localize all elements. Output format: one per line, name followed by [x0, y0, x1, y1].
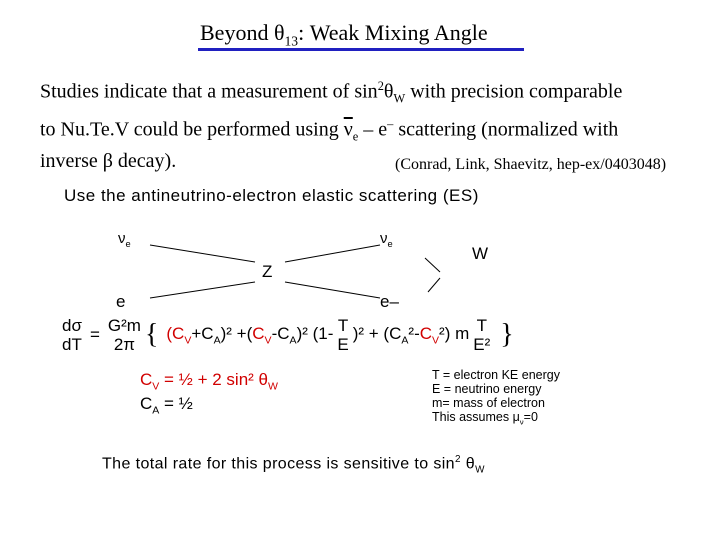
term-text: ²- [408, 323, 420, 343]
electron-in-label: e [116, 292, 126, 311]
w-line-lower [428, 278, 440, 292]
cv-subscript: V [152, 380, 160, 393]
lhs-fraction [62, 316, 82, 354]
term-text: )² (1- [296, 323, 334, 343]
lhs-denominator: dT [62, 335, 82, 354]
note-sup: 2 [455, 454, 461, 465]
intro-text: Studies indicate that a measurement of sin [40, 80, 378, 103]
ca-subscript: A [152, 404, 160, 417]
prefactor-numerator: G²m [107, 316, 141, 335]
close-brace: } [500, 319, 514, 350]
intro-sup: – [387, 116, 394, 131]
ca-subscript: A [289, 334, 297, 347]
electron-out-label: e– [380, 292, 399, 311]
w-line-upper [425, 258, 440, 272]
intro-text: scattering (normalized with [393, 118, 619, 141]
fraction-denominator: E² [473, 335, 491, 354]
theta-subscript: W [268, 380, 278, 393]
z-line-lower-left [150, 282, 255, 298]
z-line-upper-left [150, 245, 255, 262]
nu-e-in-label [118, 230, 131, 249]
term-text: )² +( [220, 323, 253, 343]
nu-e-out-label [380, 230, 393, 249]
z-boson-label: Z [262, 262, 273, 281]
cv-symbol: C [252, 323, 265, 343]
intro-sub: e [352, 129, 359, 144]
ca-subscript: A [401, 334, 409, 347]
ca-symbol: C [140, 394, 153, 413]
total-rate-note [102, 454, 485, 476]
intro-line-3: inverse β decay). [40, 150, 177, 173]
assumption-value: =0 [523, 410, 538, 424]
cv-equation: = ½ + 2 sin² θ [159, 370, 268, 389]
theta-symbol: θ [383, 80, 394, 103]
assumption-text: This assumes μ [432, 410, 520, 424]
title-suffix: : Weak Mixing Angle [298, 20, 488, 45]
title-text: Beyond θ [200, 20, 285, 45]
intro-text: – e [358, 118, 388, 141]
fraction-numerator: T [337, 316, 349, 335]
fraction-numerator: T [476, 316, 487, 335]
w-boson-label: W [472, 244, 489, 263]
cv-subscript: V [184, 334, 192, 347]
fraction-denominator: E [337, 335, 349, 354]
prefactor-fraction [108, 316, 141, 354]
intro-sup: 2 [377, 79, 384, 93]
term-1 [166, 324, 252, 346]
cv-subscript: V [432, 334, 440, 347]
term-3 [353, 324, 470, 346]
nu-symbol: ν [118, 230, 126, 247]
open-brace: { [144, 319, 159, 350]
note-sub: W [475, 464, 485, 476]
nu-symbol: ν [380, 230, 388, 247]
z-line-lower-right [285, 282, 380, 298]
cv-symbol: C [419, 323, 433, 343]
ca-symbol: -C [271, 323, 290, 343]
term-text: )² + (C [352, 323, 402, 343]
intro-text: to Nu.Te.V could be performed using [40, 118, 344, 141]
def-e: E = neutrino energy [432, 382, 542, 396]
nu-subscript: e [387, 239, 393, 249]
title-subscript: 13 [284, 33, 299, 49]
cv-symbol: C [140, 370, 153, 389]
ca-definition [140, 394, 193, 416]
def-t: T = electron KE energy [432, 368, 560, 382]
ca-subscript: A [213, 334, 221, 347]
ca-symbol: +C [191, 323, 214, 343]
intro-sub: W [393, 91, 406, 106]
figure-heading: Use the antineutrino-electron elastic scattering (ES) [64, 186, 479, 205]
intro-text: with precision comparable [405, 80, 623, 103]
cv-symbol: (C [166, 323, 185, 343]
z-line-upper-right [285, 245, 380, 262]
prefactor-denominator: 2π [113, 335, 135, 354]
theta-symbol: θ [460, 455, 476, 473]
cross-section-formula [62, 316, 514, 354]
mu-subscript: ν [519, 417, 524, 427]
ca-equation: = ½ [159, 394, 193, 413]
citation: (Conrad, Link, Shaevitz, hep-ex/0403048) [395, 156, 667, 173]
equals-sign: = [89, 325, 100, 344]
t-over-e2-fraction [473, 316, 490, 354]
lhs-numerator: dσ [62, 316, 82, 335]
nu-subscript: e [125, 239, 131, 249]
cv-definition [140, 370, 278, 392]
antineutrino-symbol: $\overline{\nu}$ [343, 118, 353, 141]
cv-subscript: V [264, 334, 272, 347]
term-2 [252, 324, 333, 346]
term-text: ²) m [439, 323, 470, 343]
t-over-e-fraction [337, 316, 348, 354]
note-text: The total rate for this process is sensitive to sin [102, 455, 455, 473]
variable-definitions [432, 368, 560, 430]
def-m: m= mass of electron [432, 396, 545, 410]
def-assumption [432, 410, 560, 430]
